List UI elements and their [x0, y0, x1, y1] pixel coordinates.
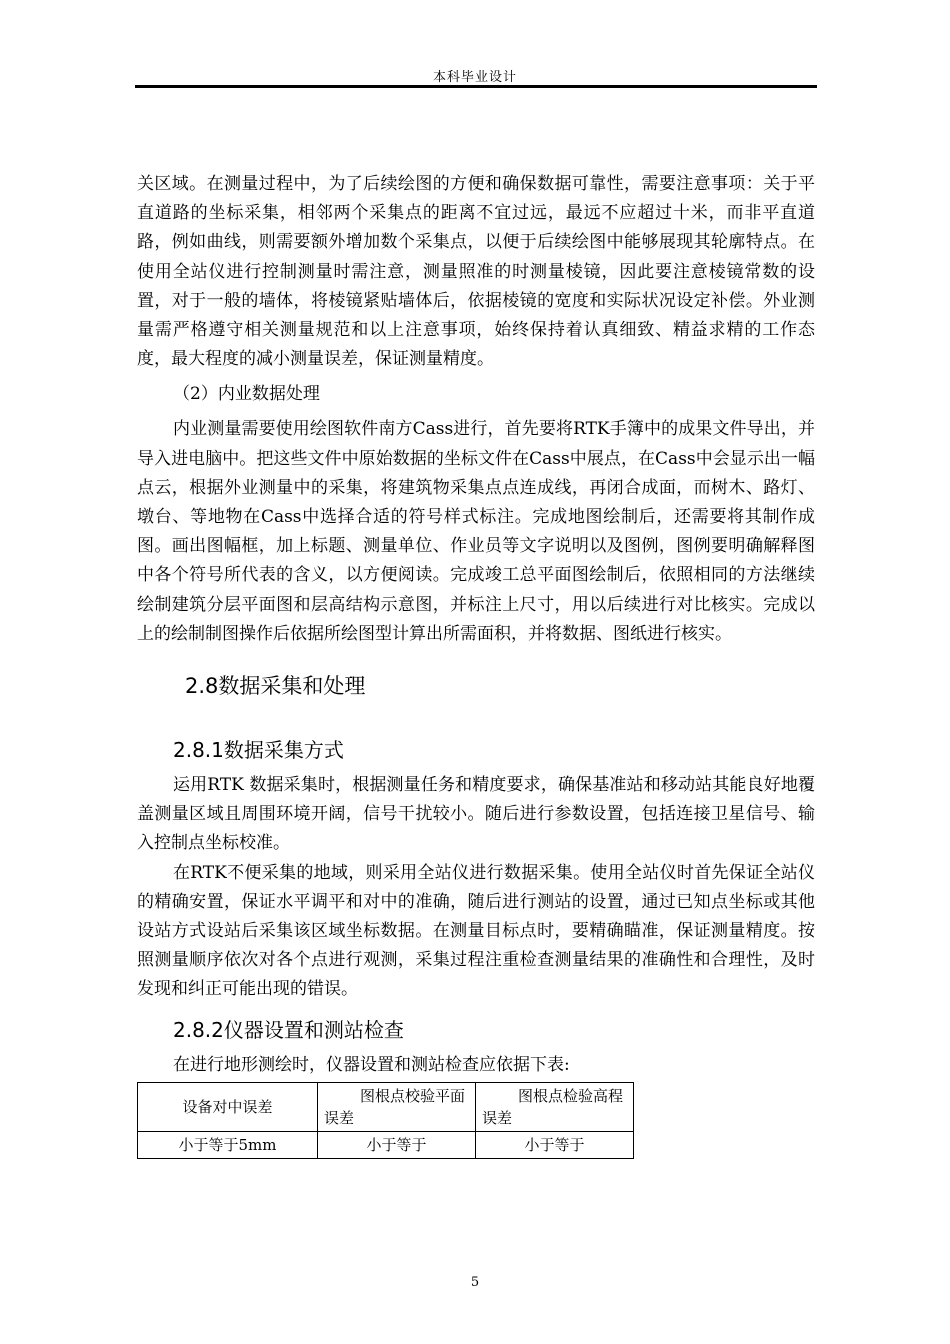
subheading-internal-processing: （2）内业数据处理 — [173, 384, 320, 405]
table-cell: 小于等于5mm — [138, 1131, 318, 1158]
table-header-row — [138, 1082, 634, 1131]
section-heading-2-8: 2.8数据采集和处理 — [185, 674, 366, 699]
table-header-cell: 设备对中误差 — [138, 1082, 318, 1131]
paragraph-rtk-collection: 运用RTK 数据采集时，根据测量任务和精度要求，确保基准站和移动站其能良好地覆盖测量区域且周围环境开阔，信号干扰较小。随后进行参数设置，包括连接卫星信号、输入控制点坐标校准。 — [137, 775, 815, 854]
page-content — [137, 170, 815, 1159]
paragraph-table-intro: 在进行地形测绘时，仪器设置和测站检查应依据下表: — [173, 1054, 570, 1075]
table-header-cell: 图根点检验高程误差 — [476, 1082, 634, 1131]
table-row — [138, 1131, 634, 1158]
section-heading-2-8-1: 2.8.1数据采集方式 — [173, 738, 344, 763]
table-cell: 小于等于 — [318, 1131, 476, 1158]
table-cell: 小于等于 — [476, 1131, 634, 1158]
paragraph-total-station: 在RTK不便采集的地域，则采用全站仪进行数据采集。使用全站仪时首先保证全站仪的精确安置，保证水平调平和对中的准确，随后进行测站的设置，通过已知点坐标或其他设站方式设站后采集该区域坐标数据。在测量目标点时，要精确瞄准，保证测量精度。按照测量顺序依次对各个点进行观测，采集过程注重检查测量结果的准确性和合理性，及时发现和纠正可能出现的错误。 — [137, 862, 815, 1000]
page-header-title: 本科毕业设计 — [432, 70, 517, 85]
table-header-cell: 图根点校验平面误差 — [318, 1082, 476, 1131]
header-rule — [135, 85, 817, 88]
section-heading-2-8-2: 2.8.2仪器设置和测站检查 — [173, 1017, 404, 1042]
page-number: 5 — [470, 1275, 480, 1290]
inspection-table — [137, 1082, 634, 1159]
paragraph-internal-processing: 内业测量需要使用绘图软件南方Cass进行，首先要将RTK手簿中的成果文件导出，并导入进电脑中。把这些文件中原始数据的坐标文件在Cass中展点，在Cass中会显示出一幅点云，根据外业测量中的采集，将建筑物采集点点连成线，再闭合成面，而树木、路灯、墩台、等地物在Cass中选择合适的符号样式标注。完成地图绘制后，还需要将其制作成图。画出图幅框，加上标题、测量单位、作业员等文字说明以及图例，图例要明确解释图中各个符号所代表的含义，以方便阅读。完成竣工总平面图绘制后，依照相同的方法继续绘制建筑分层平面图和层高结构示意图，并标注上尺寸，用以后续进行对比核实。完成以上的绘制制图操作后依据所绘图型计算出所需面积，并将数据、图纸进行核实。 — [137, 419, 815, 644]
paragraph-continued: 关区域。在测量过程中，为了后续绘图的方便和确保数据可靠性，需要注意事项：关于平直道路的坐标采集，相邻两个采集点的距离不宜过远，最远不应超过十米，而非平直道路，例如曲线，则需要额外增加数个采集点，以便于后续绘图中能够展现其轮廓特点。在使用全站仪进行控制测量时需注意，测量照准的时测量棱镜，因此要注意棱镜常数的设置，对于一般的墙体，将棱镜紧贴墙体后，依据棱镜的宽度和实际状况设定补偿。外业测量需严格遵守相关测量规范和以上注意事项，始终保持着认真细致、精益求精的工作态度，最大程度的减小测量误差，保证测量精度。 — [137, 174, 815, 370]
